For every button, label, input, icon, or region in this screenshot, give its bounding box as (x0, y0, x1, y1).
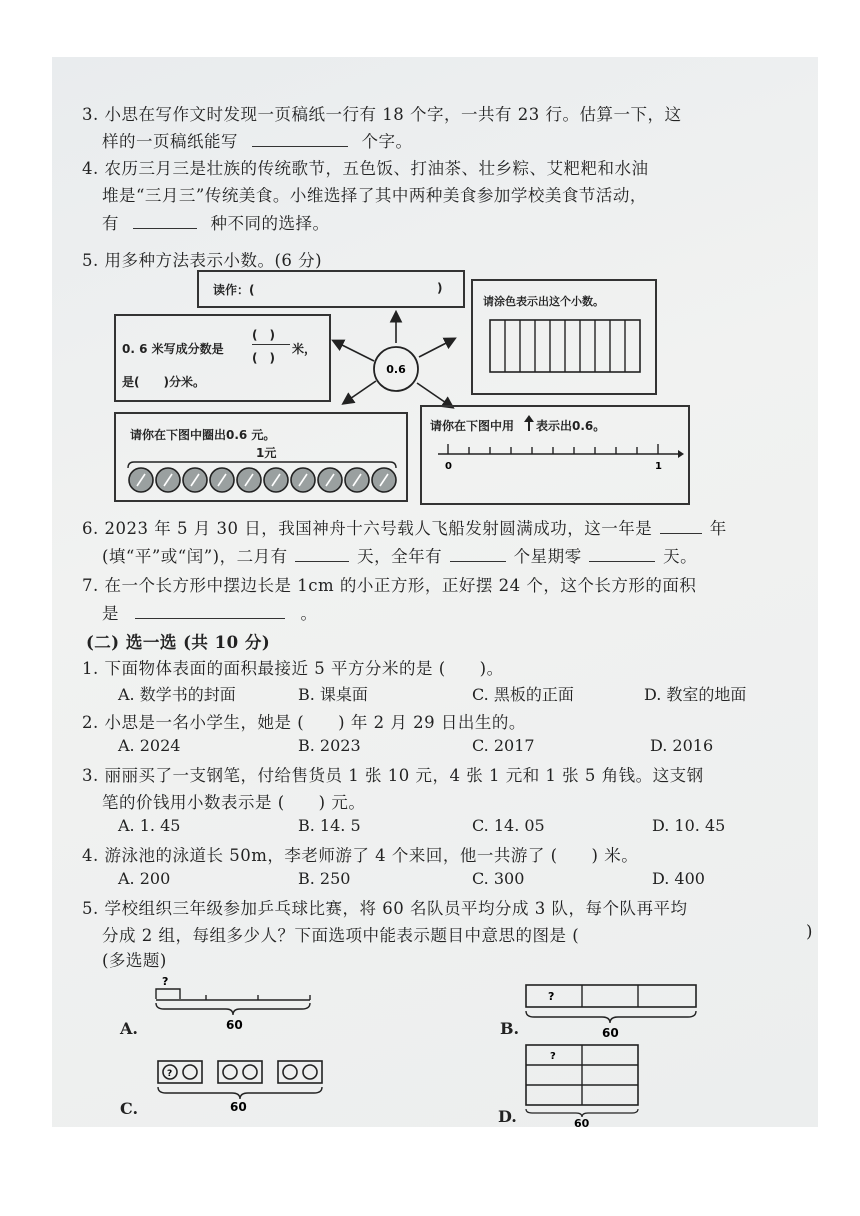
q6-line1-b: 年 (709, 519, 727, 538)
q6-line1 (82, 515, 727, 539)
figure-c-total: 60 (230, 1100, 247, 1113)
figure-c[interactable] (152, 1057, 332, 1113)
coin-instruction: 请你在下图中圈出0.6 元。 (130, 428, 276, 442)
mc-q4-option-a[interactable]: A. 200 (118, 869, 171, 888)
q7-line2-b: 。 (300, 604, 318, 623)
numberline-zero: 0 (445, 461, 452, 472)
mc-q2-option-d[interactable]: D. 2016 (650, 736, 714, 755)
color-instruction: 请涂色表示出这个小数。 (483, 295, 604, 308)
mc-q5-line1: 5. 学校组织三年级参加乒乓球比赛，将 60 名队员平均分成 3 队，每个队再平均 (82, 899, 688, 918)
center-value: 0.6 (386, 363, 406, 376)
mc-q5-line2a: 分成 2 组，每组多少人？下面选项中能表示题目中意思的图是 ( (102, 926, 580, 945)
q7-line1: 7. 在一个长方形中摆边长是 1cm 的小正方形，正好摆 24 个，这个长方形的面积 (82, 576, 697, 595)
q6-line2-c: 个星期零 (513, 547, 582, 566)
fraction-bar (252, 344, 290, 345)
mc-q3-option-a[interactable]: A. 1. 45 (118, 816, 181, 835)
q3-line2-a: 样的一页稿纸能写 (102, 132, 238, 151)
mc-q2-option-a[interactable]: A. 2024 (118, 736, 181, 755)
figure-c-label[interactable]: C. (120, 1099, 139, 1118)
mc-q1: 1. 下面物体表面的面积最接近 5 平方分米的是 ( )。 (82, 659, 504, 678)
mc-q3-option-c[interactable]: C. 14. 05 (472, 816, 545, 835)
figure-b[interactable] (522, 983, 702, 1039)
q3-line2 (102, 128, 413, 152)
mc-q1-option-d[interactable]: D. 教室的地面 (644, 685, 747, 704)
numberline-box[interactable] (420, 405, 690, 505)
mc-q2: 2. 小思是一名小学生，她是 ( ) 年 2 月 29 日出生的。 (82, 713, 526, 732)
mc-q3-option-d[interactable]: D. 10. 45 (652, 816, 726, 835)
decimeter-text: 是( )分米。 (122, 375, 205, 389)
up-arrow-icon (524, 415, 534, 431)
figure-b-question: ? (548, 990, 555, 1003)
tenths-grid[interactable] (489, 319, 641, 373)
numberline-instr-b: 表示出0.6。 (536, 419, 606, 433)
fraction-denominator: ( ) (252, 351, 275, 365)
coins-row[interactable] (124, 458, 400, 498)
mc-q2-option-c[interactable]: C. 2017 (472, 736, 535, 755)
mc-q5-line2b: ) (806, 922, 813, 941)
figure-d-question: ? (550, 1051, 556, 1062)
mc-q5-line3: (多选题) (102, 951, 167, 970)
q6-line2 (102, 543, 697, 567)
q3-line1: 3. 小思在写作文时发现一页稿纸一行有 18 个字，一共有 23 行。估算一下，这 (82, 105, 682, 124)
figure-a[interactable] (150, 973, 318, 1033)
figure-a-total: 60 (226, 1018, 243, 1032)
q7-line2 (102, 600, 318, 624)
color-box[interactable] (471, 279, 657, 395)
one-yuan-label: 1元 (256, 446, 277, 460)
q6-line2-a: (填“平”或“闰”)，二月有 (102, 547, 288, 566)
coin-box[interactable] (114, 412, 408, 502)
numberline-one: 1 (655, 461, 662, 472)
numberline-instr-a: 请你在下图中用 (430, 419, 515, 433)
mc-q1-option-c[interactable]: C. 黑板的正面 (472, 685, 574, 704)
q5-title: 5. 用多种方法表示小数。(6 分) (82, 251, 323, 270)
q6-year-blank[interactable] (660, 519, 702, 534)
center-arrows (322, 303, 472, 413)
mc-q4-option-c[interactable]: C. 300 (472, 869, 525, 888)
q3-answer-blank[interactable] (252, 132, 348, 147)
q4-line3 (102, 210, 330, 234)
mc-q3-option-b[interactable]: B. 14. 5 (298, 816, 361, 835)
q4-answer-blank[interactable] (133, 214, 197, 229)
q4-line3-b: 种不同的选择。 (210, 214, 330, 233)
mc-q3-line2: 笔的价钱用小数表示是 ( ) 元。 (102, 793, 366, 812)
mc-q3-line1: 3. 丽丽买了一支钢笔，付给售货员 1 张 10 元，4 张 1 元和 1 张 5 角钱。这支钢 (82, 766, 704, 785)
figure-d-label[interactable]: D. (498, 1107, 517, 1126)
q7-answer-blank[interactable] (135, 604, 285, 619)
q4-line2: 堆是“三月三”传统美食。小维选择了其中两种美食参加学校美食节活动， (102, 186, 647, 205)
q6-feb-blank[interactable] (295, 547, 349, 562)
section2-title: (二) 选一选 (共 10 分) (86, 633, 271, 652)
q6-line2-d: 天。 (663, 547, 698, 566)
figure-a-label[interactable]: A. (120, 1019, 138, 1038)
figure-d[interactable] (522, 1043, 672, 1127)
mc-q1-option-b[interactable]: B. 课桌面 (298, 685, 368, 704)
mc-q1-option-a[interactable]: A. 数学书的封面 (118, 685, 236, 704)
q3-line2-b: 个字。 (361, 132, 413, 151)
mc-q4: 4. 游泳池的泳道长 50m，李老师游了 4 个来回，他一共游了 ( ) 米。 (82, 846, 639, 865)
fraction-numerator: ( ) (252, 328, 275, 342)
q4-line1: 4. 农历三月三是壮族的传统歌节，五色饭、打油茶、壮乡粽、艾粑粑和水油 (82, 159, 649, 178)
q6-line1-a: 6. 2023 年 5 月 30 日，我国神舟十六号载人飞船发射圆满成功，这一年是 (82, 519, 653, 538)
figure-b-label[interactable]: B. (500, 1019, 520, 1038)
q4-line3-a: 有 (102, 214, 119, 233)
fraction-unit: 米， (292, 342, 317, 356)
mc-q4-option-d[interactable]: D. 400 (652, 869, 705, 888)
read-close: ) (437, 281, 443, 295)
fraction-text: 0. 6 米写成分数是 (122, 342, 224, 356)
mc-q4-option-b[interactable]: B. 250 (298, 869, 351, 888)
figure-b-total: 60 (602, 1026, 619, 1039)
q7-line2-a: 是 (102, 604, 119, 623)
q6-days-blank[interactable] (589, 547, 655, 562)
q6-line2-b: 天，全年有 (357, 547, 443, 566)
exam-page (52, 57, 818, 1127)
q6-weeks-blank[interactable] (450, 547, 506, 562)
figure-a-question: ? (162, 975, 169, 988)
read-label: 读作：( (213, 283, 255, 297)
figure-c-question: ? (167, 1069, 173, 1079)
figure-d-total: 60 (574, 1117, 590, 1127)
fraction-box[interactable] (114, 314, 331, 402)
number-line[interactable] (434, 439, 684, 473)
mc-q2-option-b[interactable]: B. 2023 (298, 736, 361, 755)
